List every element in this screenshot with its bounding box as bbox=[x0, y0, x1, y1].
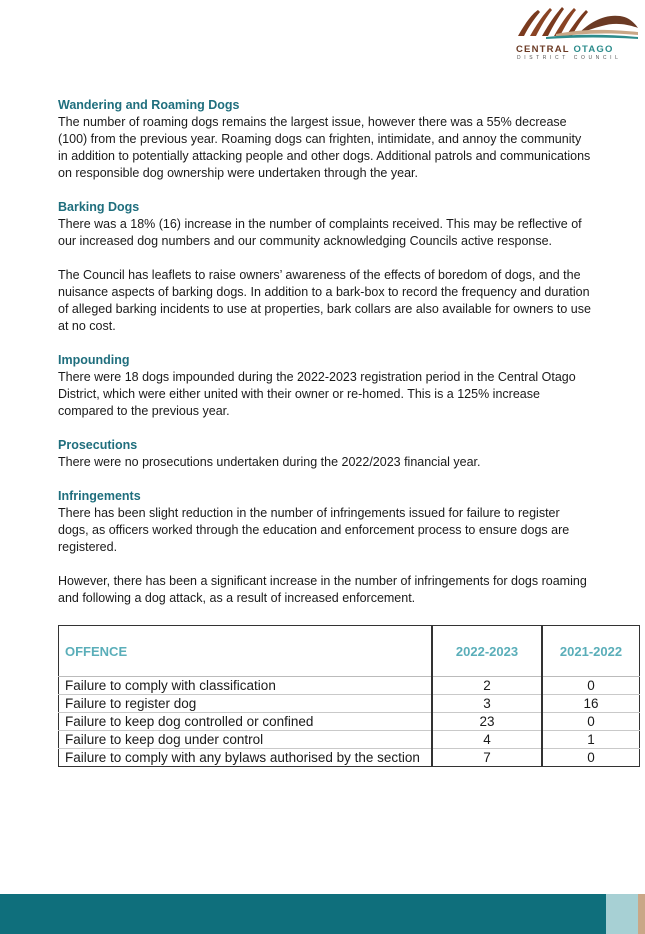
table-row bbox=[59, 677, 640, 695]
section-wandering-dogs bbox=[58, 97, 593, 182]
column-header-2021-2022: 2021-2022 bbox=[542, 626, 640, 677]
count-2021-2022-cell: 0 bbox=[542, 677, 640, 695]
council-logo bbox=[512, 4, 642, 60]
column-header-2022-2023: 2022-2023 bbox=[432, 626, 542, 677]
paragraph: The number of roaming dogs remains the largest issue, however there was a 55% decrease (100) from the previous year. Roaming dogs can frighten, intimidate, and annoy the community in addition to potentially attacking people and other dogs. Additional patrols and communications on responsible dog ownership were undertaken through the year. bbox=[58, 115, 591, 180]
section-heading: Wandering and Roaming Dogs bbox=[58, 98, 240, 112]
count-2022-2023-cell: 3 bbox=[432, 695, 542, 713]
offence-cell: Failure to comply with classification bbox=[59, 677, 433, 695]
count-2021-2022-cell: 0 bbox=[542, 713, 640, 731]
count-2022-2023-cell: 23 bbox=[432, 713, 542, 731]
count-2021-2022-cell: 0 bbox=[542, 749, 640, 767]
paragraph: There has been slight reduction in the number of infringements issued for failure to register dogs, as officers worked through the education and enforcement process to ensure dogs are registered. bbox=[58, 506, 570, 554]
table-header-row bbox=[59, 626, 640, 677]
offence-cell: Failure to register dog bbox=[59, 695, 433, 713]
count-2021-2022-cell: 1 bbox=[542, 731, 640, 749]
section-heading: Infringements bbox=[58, 489, 141, 503]
section-heading: Prosecutions bbox=[58, 438, 138, 452]
count-2022-2023-cell: 4 bbox=[432, 731, 542, 749]
paragraph: There were no prosecutions undertaken during the 2022/2023 financial year. bbox=[58, 455, 481, 469]
offence-cell: Failure to keep dog controlled or confined bbox=[59, 713, 433, 731]
column-header-offence: OFFENCE bbox=[59, 626, 433, 677]
table-row bbox=[59, 731, 640, 749]
count-2022-2023-cell: 7 bbox=[432, 749, 542, 767]
footer-tip bbox=[638, 894, 645, 934]
paragraph: The Council has leaflets to raise owners’ awareness of the effects of boredom of dogs, and the nuisance aspects of barking dogs. In addition to a bark-box to record the frequency and duration of alleged barking incidents to use at properties, bark collars are also available for owners to use at no cost. bbox=[58, 268, 591, 333]
table-row bbox=[59, 713, 640, 731]
section-heading: Barking Dogs bbox=[58, 200, 140, 214]
mountains-logo-icon bbox=[516, 4, 640, 40]
section-impounding bbox=[58, 352, 593, 420]
count-2021-2022-cell: 16 bbox=[542, 695, 640, 713]
paragraph: There was a 18% (16) increase in the number of complaints received. This may be reflective of our increased dog numbers and our community acknowledging Councils active response. bbox=[58, 217, 582, 248]
offence-cell: Failure to comply with any bylaws authorised by the section bbox=[59, 749, 433, 767]
section-prosecutions bbox=[58, 437, 593, 471]
logo-subtitle: DISTRICT COUNCIL bbox=[517, 55, 622, 61]
footer-bar bbox=[0, 894, 606, 934]
logo-name: CENTRAL OTAGO bbox=[516, 44, 614, 55]
footer-accent bbox=[606, 894, 638, 934]
document-body bbox=[58, 97, 593, 624]
table-row bbox=[59, 695, 640, 713]
offence-cell: Failure to keep dog under control bbox=[59, 731, 433, 749]
section-barking-dogs bbox=[58, 199, 593, 335]
table-row bbox=[59, 749, 640, 767]
paragraph: However, there has been a significant increase in the number of infringements for dogs roaming and following a dog attack, as a result of increased enforcement. bbox=[58, 574, 587, 605]
paragraph: There were 18 dogs impounded during the 2022-2023 registration period in the Central Otago District, which were either united with their owner or re-homed. This is a 125% increase compared to the previous year. bbox=[58, 370, 576, 418]
count-2022-2023-cell: 2 bbox=[432, 677, 542, 695]
section-infringements bbox=[58, 488, 593, 607]
section-heading: Impounding bbox=[58, 353, 130, 367]
offence-table bbox=[58, 625, 640, 767]
